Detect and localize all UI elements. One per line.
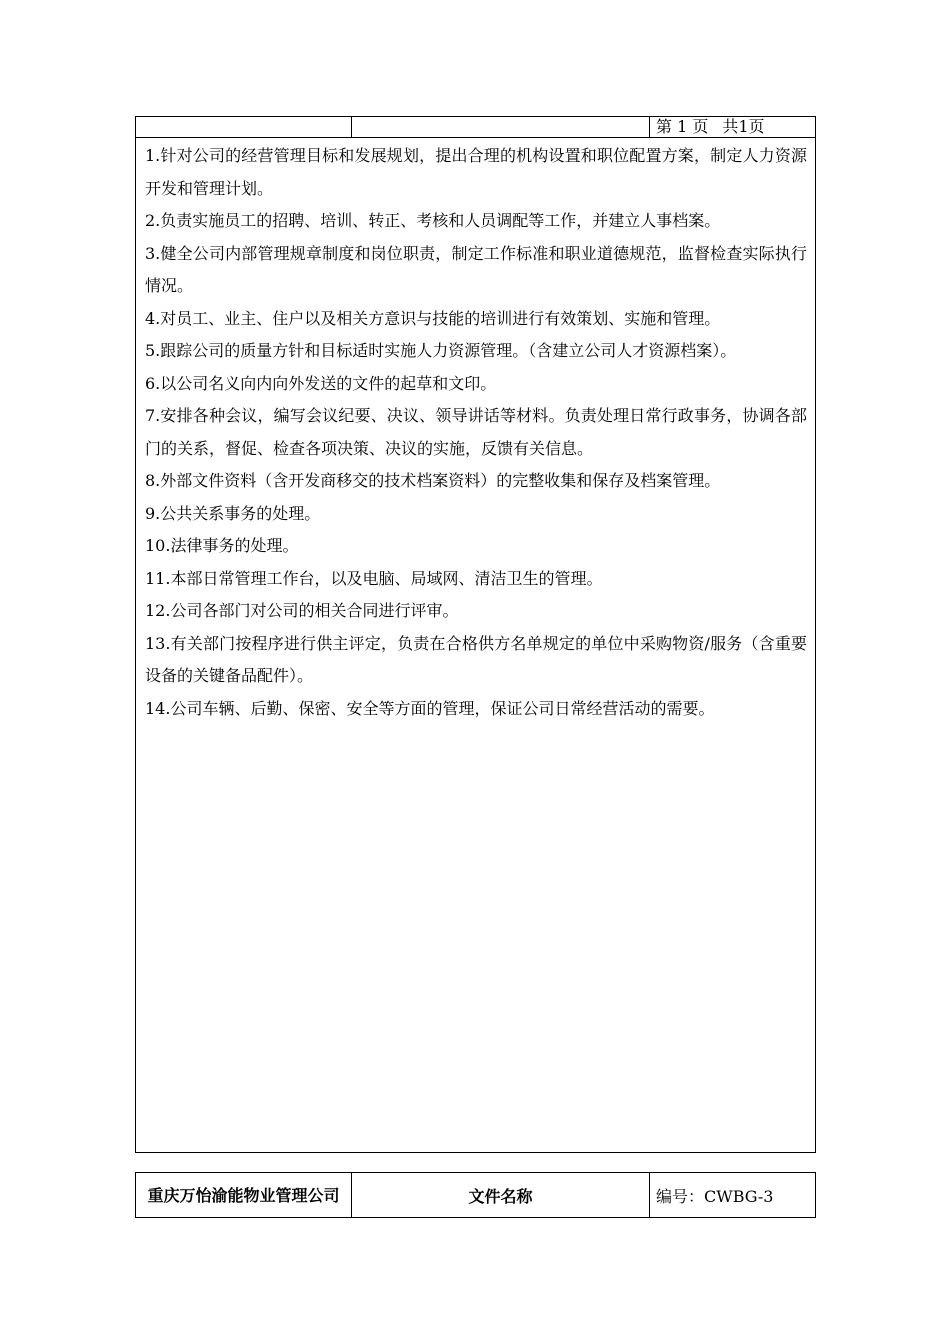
table-header-row xyxy=(136,117,815,138)
duty-item: 2.负责实施员工的招聘、培训、转正、考核和人员调配等工作，并建立人事档案。 xyxy=(145,211,721,230)
duty-item: 13.有关部门按程序进行供主评定，负责在合格供方名单规定的单位中采购物资/服务（含重要设备的关键备品配件）。 xyxy=(145,633,807,685)
duty-item: 6.以公司名义向内向外发送的文件的起草和文印。 xyxy=(145,373,497,393)
company-name: 重庆万怡渝能物业管理公司 xyxy=(136,1173,352,1217)
duties-content xyxy=(136,138,815,725)
document-name-label: 文件名称 xyxy=(352,1173,650,1217)
duty-item: 4.对员工、业主、住户以及相关方意识与技能的培训进行有效策划、实施和管理。 xyxy=(145,308,721,328)
duty-item: 11.本部日常管理工作台，以及电脑、局域网、清洁卫生的管理。 xyxy=(145,568,603,588)
duty-item: 9.公共关系事务的处理。 xyxy=(145,503,321,523)
header-cell-blank-2 xyxy=(352,117,650,137)
duty-item: 1.针对公司的经营管理目标和发展规划，提出合理的机构设置和职位配置方案，制定人力资源开发和管理计划。 xyxy=(145,146,807,198)
document-code: 编号：CWBG-3 xyxy=(656,1186,774,1206)
page-total: 共1页 xyxy=(722,117,765,136)
duty-item: 14.公司车辆、后勤、保密、安全等方面的管理，保证公司日常经营活动的需要。 xyxy=(145,698,715,718)
duty-item: 5.跟踪公司的质量方针和目标适时实施人力资源管理。（含建立公司人才资源档案）。 xyxy=(145,341,737,360)
page-number: 第 1 页 xyxy=(656,117,709,136)
header-cell-blank-1 xyxy=(136,117,352,137)
duty-item: 3.健全公司内部管理规章制度和岗位职责，制定工作标准和职业道德规范，监督检查实际执行情况。 xyxy=(145,243,807,295)
page-indicator xyxy=(650,117,815,137)
duty-item: 12.公司各部门对公司的相关合同进行评审。 xyxy=(145,601,459,620)
document-footer xyxy=(135,1172,816,1218)
duty-item: 8.外部文件资料（含开发商移交的技术档案资料）的完整收集和保存及档案管理。 xyxy=(145,471,721,490)
duty-item: 7.安排各种会议，编写会议纪要、决议、领导讲话等材料。负责处理日常行政事务，协调各部门的关系，督促、检查各项决策、决议的实施，反馈有关信息。 xyxy=(145,406,807,458)
duties-table xyxy=(135,116,816,1153)
duty-item: 10.法律事务的处理。 xyxy=(145,536,299,555)
